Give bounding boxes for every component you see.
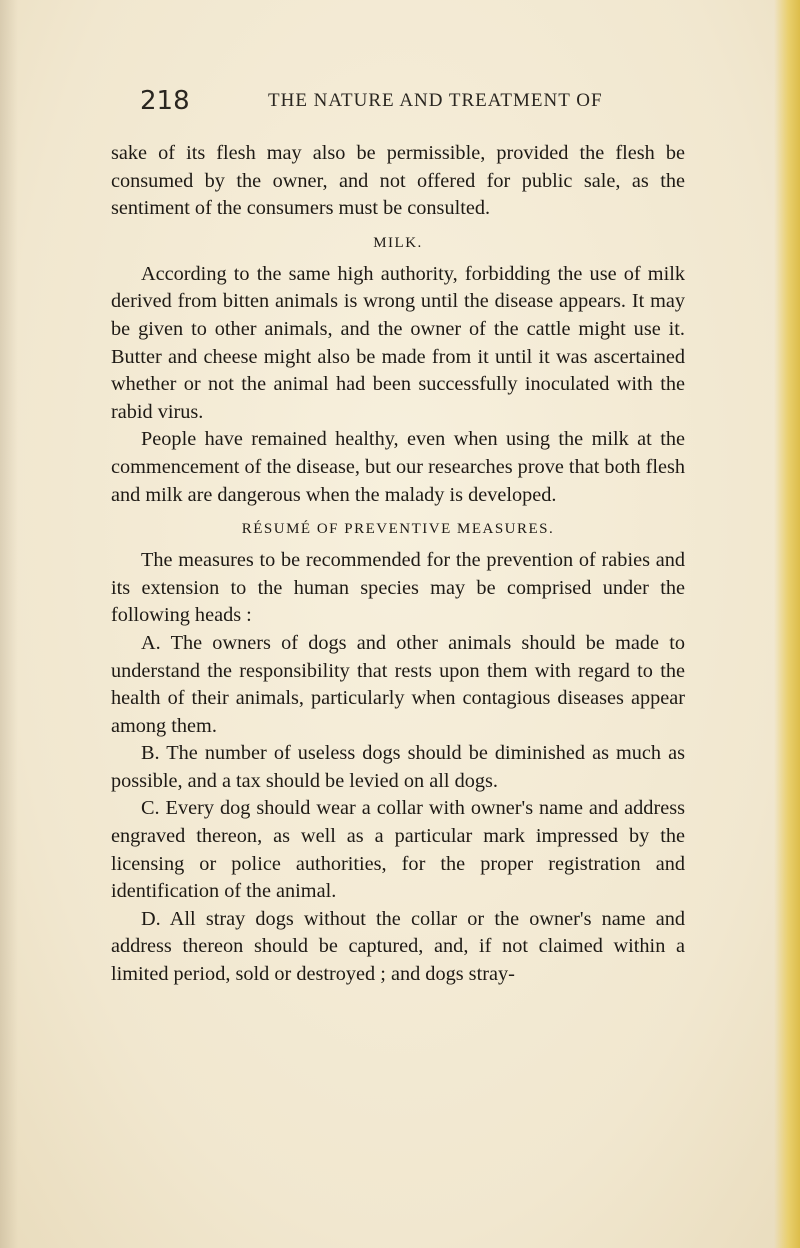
page-number: 218 xyxy=(140,86,190,116)
running-title: THE NATURE AND TREATMENT OF xyxy=(268,90,603,111)
list-item-b: B. The number of useless dogs should be diminished as much as possible, and a tax should be levied on all dogs. xyxy=(111,742,685,792)
list-item-d: D. All stray dogs without the collar or the owner's name and address thereon should be captured, and, if not claimed within a limited period, sold or destroyed ; and dogs stray- xyxy=(111,907,685,986)
paragraph-milk-researches: People have remained healthy, even when using the milk at the commencement of the disease, but our researches prove that both flesh and milk are dangerous when the malady is developed. xyxy=(111,428,685,506)
list-item-c: C. Every dog should wear a collar with owner's name and address engraved thereon, as well as a particular mark impressed by the licensing or police authorities, for the proper registration and identification of the animal. xyxy=(111,797,685,903)
paragraph-continuation: sake of its flesh may also be permissible, provided the flesh be consumed by the owner, and not offered for public sale, as the sentiment of the consumers must be consulted. xyxy=(111,142,685,220)
page-edge-discoloration xyxy=(774,0,800,1248)
body-text xyxy=(111,140,685,989)
list-item-a: A. The owners of dogs and other animals should be made to understand the responsibility that rests upon them with regard to the health of their animals, particularly when contagious diseases appear among them. xyxy=(111,631,685,737)
page-header xyxy=(0,86,800,126)
section-heading-resume: RÉSUMÉ OF PREVENTIVE MEASURES. xyxy=(241,521,555,538)
section-heading-milk: MILK. xyxy=(373,234,423,251)
paragraph-measures-intro: The measures to be recommended for the prevention of rabies and its extension to the human species may be comprised under the following heads : xyxy=(111,549,685,627)
page-gutter-shadow xyxy=(0,0,18,1248)
paragraph-milk-authority: According to the same high authority, forbidding the use of milk derived from bitten animals is wrong until the disease appears. It may be given to other animals, and the owner of the cattle might use it. Butter and cheese might also be made from it until it was ascertained whether or not the animal had been successfully inoculated with the rabid virus. xyxy=(111,262,685,423)
